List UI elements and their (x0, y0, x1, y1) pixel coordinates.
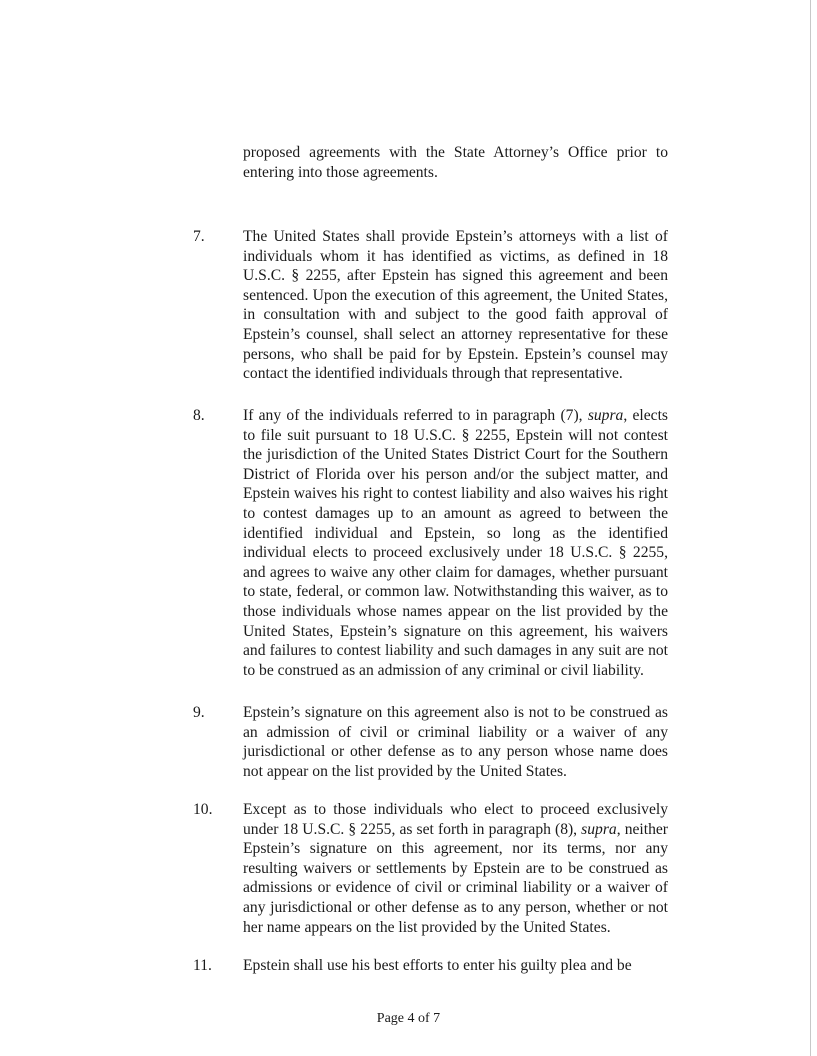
paragraph-text (243, 800, 668, 937)
paragraph-text: Epstein shall use his best efforts to enter his guilty plea and be (243, 957, 632, 974)
italic-citation: supra (581, 820, 617, 838)
paragraph-text: The United States shall provide Epstein’s attorneys with a list of individuals whom it has identified as victims, as defined in 18 U.S.C. § 2255, after Epstein has signed this agreement and been sentenced. Upon the execution of this agreement, the United States, in consultation with and subject to the good faith approval of Epstein’s counsel, shall select an attorney representative for these persons, who shall be paid for by Epstein. Epstein’s counsel may contact the identified individuals through that representative. (243, 228, 668, 383)
paragraph-text: Epstein’s signature on this agreement also is not to be construed as an admission of civil or criminal liability or a waiver of any jurisdictional or other defense as to any person whose name does not appear on the list provided by the United States. (243, 704, 668, 780)
paragraph-number: 10. (193, 801, 213, 818)
paragraph-text (243, 406, 668, 680)
paragraph-number: 8. (193, 407, 205, 424)
paragraph-text-part: , neither Epstein’s signature on this agreement, nor its terms, nor any resulting waivers or settlements by Epstein are to be construed as admissions or evidence of civil or criminal liability or a waiver of any jurisdictional or other defense as to any person, whether or not her name appears on the list provided by the United States. (243, 820, 668, 936)
continuation-paragraph: proposed agreements with the State Attorney’s Office prior to entering into those agreements. (243, 144, 668, 181)
paragraph-text-part: If any of the individuals referred to in paragraph (7), (243, 407, 588, 424)
paragraph-number: 9. (193, 704, 205, 721)
paragraph-number: 11. (193, 957, 212, 974)
scan-page-edge (810, 0, 811, 1056)
italic-citation: supra (587, 407, 624, 424)
paragraph-number: 7. (193, 228, 205, 245)
page-number: Page 4 of 7 (376, 1011, 441, 1026)
page-footer (0, 1010, 817, 1028)
paragraph-text-part: , elects to file suit pursuant to 18 U.S.C. § 2255, Epstein will not contest the jurisdiction of the United States District Court for the Southern District of Florida over his person and/or the subject matter, and Epstein waives his right to contest liability and also waives his right to contest damages up to an amount as agreed to between the identified individual and Epstein, so long as the identified individual elects to proceed exclusively under 18 U.S.C. § 2255, and agrees to waive any other claim for damages, whether pursuant to state, federal, or common law. Notwithstanding this waiver, as to those individuals whose names appear on the list provided by the United States, Epstein’s signature on this agreement, his waivers and failures to contest liability and such damages in any suit are not to be construed as an admission of any criminal or civil liability. (243, 407, 668, 679)
paragraph-text-part: Except as to those individuals who elect to proceed exclusively under 18 U.S.C. § 2255, as set forth in paragraph (8), (243, 801, 668, 838)
